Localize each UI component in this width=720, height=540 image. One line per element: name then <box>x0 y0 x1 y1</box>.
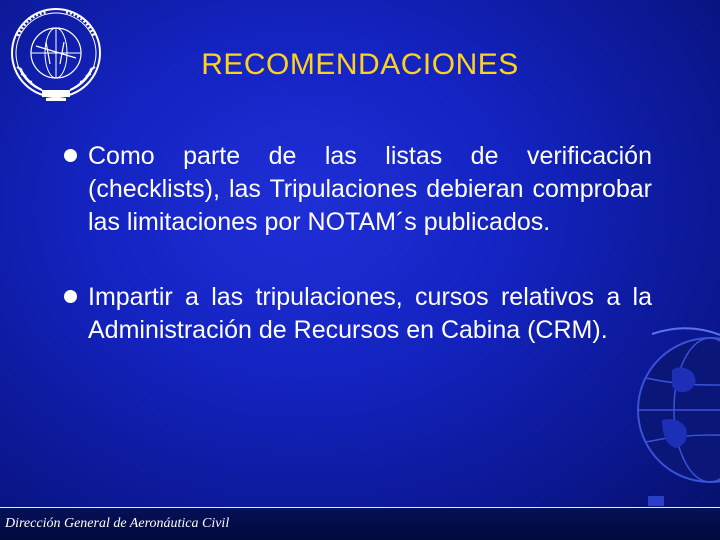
bullet-dot-icon <box>64 149 77 162</box>
bullet-text: Impartir a las tripulaciones, cursos relativos a la Administración de Recursos en Cabina (CRM). <box>88 283 652 344</box>
bullet-item <box>58 140 652 239</box>
bullet-list <box>58 140 652 347</box>
footer-text: Dirección General de Aeronáutica Civil <box>5 516 230 531</box>
bullet-item <box>58 281 652 347</box>
bullet-text: Como parte de las listas de verificación (checklists), las Tripulaciones debieran comprobar las limitaciones por NOTAM´s publicados. <box>88 142 652 236</box>
slide-title: RECOMENDACIONES <box>201 48 519 81</box>
bullet-dot-icon <box>64 290 77 303</box>
